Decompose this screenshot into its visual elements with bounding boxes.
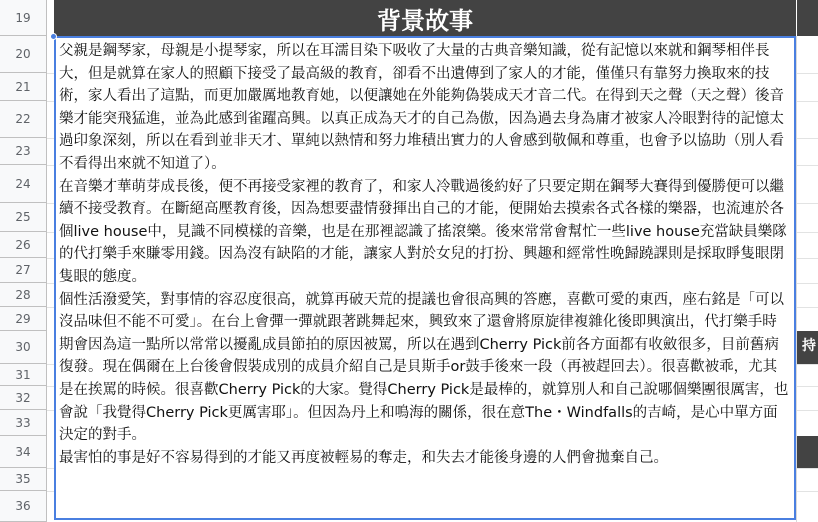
row-header-36[interactable]: 36 — [0, 491, 46, 522]
row-header-25[interactable]: 25 — [0, 203, 46, 232]
row-header-26[interactable]: 26 — [0, 232, 46, 258]
selection-handle[interactable] — [50, 33, 57, 40]
row-header-23[interactable]: 23 — [0, 138, 46, 165]
adjacent-dark-cell[interactable] — [797, 436, 818, 468]
row-header-32[interactable]: 32 — [0, 386, 46, 410]
row-header-21[interactable]: 21 — [0, 73, 46, 101]
row-header-22[interactable]: 22 — [0, 101, 46, 138]
row-header-19[interactable]: 19 — [0, 0, 46, 36]
adjacent-cell-partial-text: 持 — [802, 338, 816, 354]
row-header-31[interactable]: 31 — [0, 364, 46, 386]
row-header-20[interactable]: 20 — [0, 36, 46, 73]
section-title-cell[interactable] — [54, 0, 796, 36]
row-header-27[interactable]: 27 — [0, 258, 46, 283]
row-header-28[interactable]: 28 — [0, 283, 46, 307]
row-header-34[interactable]: 34 — [0, 436, 46, 468]
adjacent-dark-cell[interactable] — [797, 0, 818, 36]
story-paragraph-1: 父親是鋼琴家，母親是小提琴家，所以在耳濡目染下吸收了大量的古典音樂知識，從有記憶以來就和鋼琴相伴長大，但是就算在家人的照顧下接受了最高級的教育，卻看不出遺傳到了家人的才能，僅僅只有靠努力換取來的技術，家人看出了這點，而更加嚴厲地教育她，以便讓她在外能夠偽裝成天才音二代。在得到天之聲（天之聲）後音樂才能突飛猛進，並為此感到雀躍高興。以真正成為天才的自己為傲，因為過去身為庸才被家人冷眼對待的記憶太過印象深刻，所以在看到並非天才、單純以熱情和努力堆積出實力的人會感到敬佩和尊重，也會予以協助（別人看不看得出來就不知道了）。 — [59, 43, 784, 172]
row-header-33[interactable]: 33 — [0, 410, 46, 436]
row-header-29[interactable]: 29 — [0, 307, 46, 331]
story-text — [59, 40, 791, 469]
row-header-30[interactable]: 30 — [0, 331, 46, 364]
story-paragraph-2: 在音樂才華萌芽成長後，便不再接受家裡的教育了，和家人冷戰過後約好了只要定期在鋼琴大賽得到優勝便可以繼續不接受教育。在斷絕高壓教育後，因為想要盡情發揮出自己的才能，便開始去摸索各式各樣的樂器，也流連於各個live house中，見識不同模樣的音樂，也是在那裡認識了搖滾樂。後來常常會幫忙一些live house充當缺員樂隊的代打樂手來賺零用錢。因為沒有缺陷的才能，讓家人對於女兒的打扮、興趣和經常性晚歸蹺課則是採取睜隻眼閉隻眼的態度。 — [59, 178, 787, 285]
column-divider — [796, 36, 797, 522]
story-paragraph-3: 個性活潑愛笑，對事情的容忍度很高，就算再破天荒的提議也會很高興的答應，喜歡可愛的東西，座右銘是「可以沒品味但不能不可愛」。在台上會彈一彈就跟著跳舞起來，興致來了還會將原旋律複雜化後即興演出，代打樂手時期會因為這一點所以常常以擾亂成員節拍的原因被罵，所以在遇到Cherry Pick前各方面都有收斂很多，目前舊病復發。現在偶爾在上台後會假裝成別的成員介紹自己是貝斯手or鼓手後來一段（再被趕回去）。很喜歡被乖，尤其是在挨罵的時候。很喜歡Cherry Pick的大家。覺得Cherry Pick是最棒的，就算別人和自己說哪個樂團很厲害，也會說「我覺得Cherry Pick更厲害耶」。但因為丹上和鳴海的關係，很在意The・Windfalls的吉崎，是心中單方面決定的對手。 — [59, 291, 789, 444]
story-paragraph-4: 最害怕的事是好不容易得到的才能又再度被輕易的奪走，和失去才能後身邊的人們會拋棄自己。 — [59, 449, 668, 466]
row-header-column — [0, 0, 47, 522]
section-title: 背景故事 — [377, 6, 473, 35]
row-header-24[interactable]: 24 — [0, 165, 46, 203]
row-header-35[interactable]: 35 — [0, 468, 46, 491]
